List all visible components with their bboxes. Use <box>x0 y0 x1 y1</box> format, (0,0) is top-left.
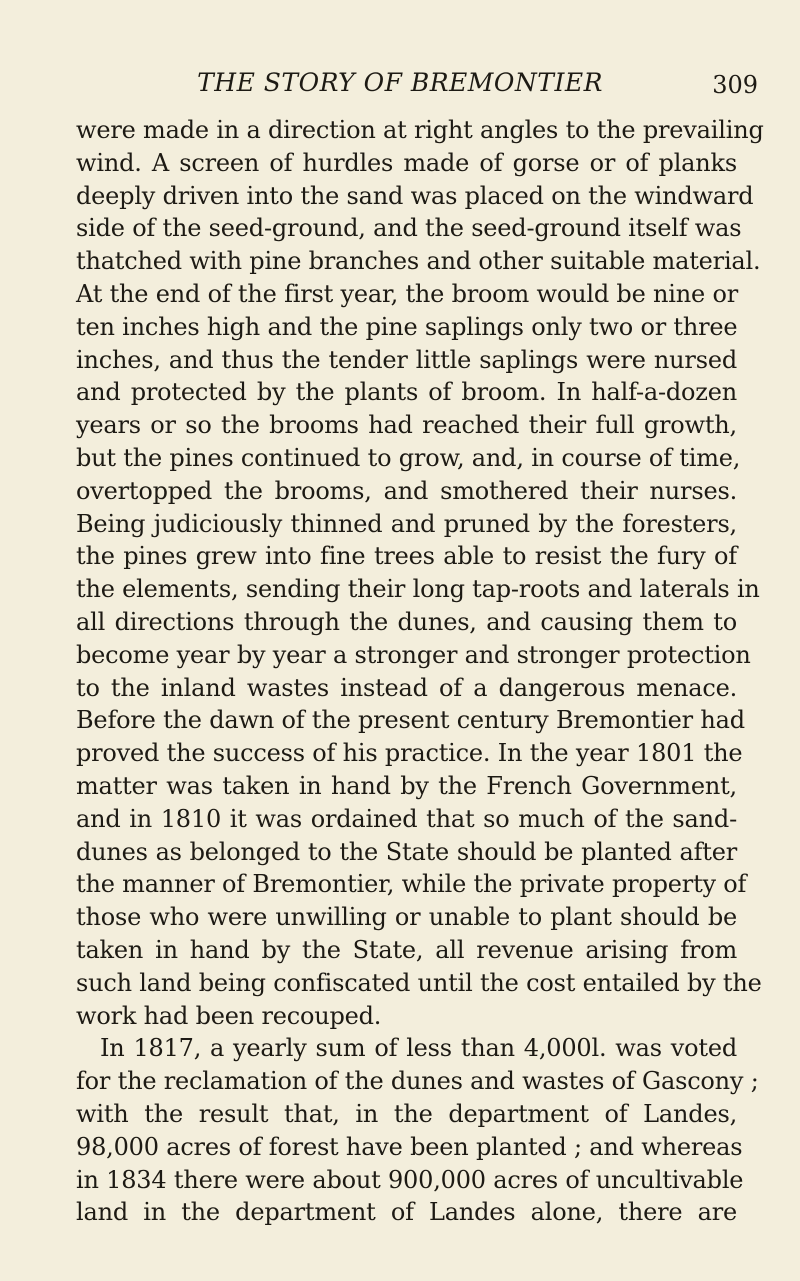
text-line: such land being confiscated until the cost entailed by the <box>76 968 762 997</box>
text-line: with the result that, in the department of Landes, <box>76 1099 737 1128</box>
body-text <box>76 114 764 1229</box>
text-line: Before the dawn of the present century Bremontier had <box>76 706 745 735</box>
text-line: and in 1810 it was ordained that so much of the sand- <box>76 804 737 833</box>
text-line: side of the seed-ground, and the seed-ground itself was <box>76 214 742 243</box>
text-line: taken in hand by the State, all revenue arising from <box>76 935 737 964</box>
text-line: At the end of the first year, the broom would be nine or <box>76 279 738 308</box>
text-line: In 1817, a yearly sum of less than 4,000l. was voted <box>100 1034 737 1063</box>
text-line: and protected by the plants of broom. In half-a-dozen <box>76 378 737 407</box>
text-line: but the pines continued to grow, and, in course of time, <box>76 443 741 472</box>
text-line: work had been recouped. <box>76 1001 382 1030</box>
text-line: ten inches high and the pine saplings only two or three <box>76 312 738 341</box>
text-line: the pines grew into fine trees able to resist the fury of <box>76 542 737 571</box>
text-line: in 1834 there were about 900,000 acres of uncultivable <box>76 1165 744 1194</box>
text-line: dunes as belonged to the State should be planted after <box>76 837 737 866</box>
text-line: those who were unwilling or unable to plant should be <box>76 903 737 932</box>
running-head <box>0 68 800 108</box>
text-line: become year by year a stronger and stronger protection <box>76 640 751 669</box>
text-line: inches, and thus the tender little saplings were nursed <box>76 345 737 374</box>
text-line: land in the department of Landes alone, there are <box>76 1198 737 1227</box>
text-line: the manner of Bremontier, while the private property of <box>76 870 747 899</box>
text-line: all directions through the dunes, and causing them to <box>76 607 737 636</box>
text-line: 98,000 acres of forest have been planted ; and whereas <box>76 1132 743 1161</box>
text-line: to the inland wastes instead of a dangerous menace. <box>76 673 737 702</box>
text-line: were made in a direction at right angles to the prevailing <box>76 116 764 144</box>
text-line: years or so the brooms had reached their full growth, <box>76 411 737 440</box>
text-line: proved the success of his practice. In the year 1801 the <box>76 739 743 768</box>
text-line: thatched with pine branches and other suitable material. <box>76 247 761 276</box>
running-title: THE STORY OF BREMONTIER <box>197 68 603 97</box>
text-line: deeply driven into the sand was placed on the windward <box>76 181 754 210</box>
text-line: wind. A screen of hurdles made of gorse or of planks <box>76 148 737 177</box>
text-line: Being judiciously thinned and pruned by the foresters, <box>76 509 737 538</box>
text-line: matter was taken in hand by the French Government, <box>76 771 737 800</box>
text-line: overtopped the brooms, and smothered their nurses. <box>76 476 737 505</box>
text-line: the elements, sending their long tap-roots and laterals in <box>76 575 760 604</box>
text-line: for the reclamation of the dunes and wastes of Gascony ; <box>76 1067 759 1096</box>
page-number: 309 <box>712 71 758 99</box>
